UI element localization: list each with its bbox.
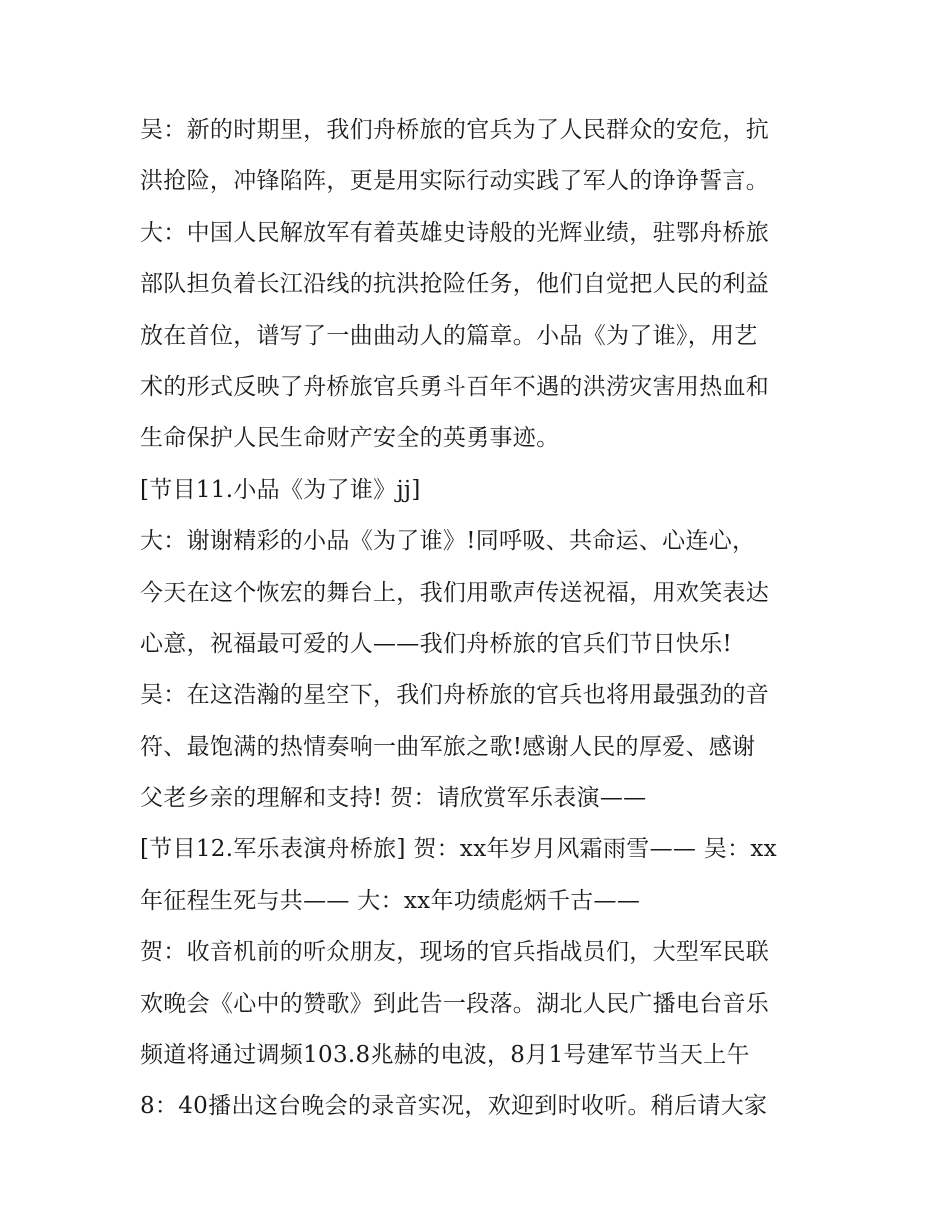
program-note: [节目12.军乐表演舟桥旅] 贺：xx年岁月风霜雨雪—— 吴：xx (140, 836, 777, 863)
text-line: 符、最饱满的热情奏响一曲军旅之歌!感谢人民的厚爱、感谢 (140, 733, 756, 760)
text-line: 父老乡亲的理解和支持! 贺：请欣赏军乐表演—— (140, 785, 647, 812)
text-line: 年征程生死与共—— 大：xx年功绩彪炳千古—— (140, 887, 641, 914)
text-line: 大：中国人民解放军有着英雄史诗般的光辉业绩，驻鄂舟桥旅 (140, 219, 770, 246)
text-line: 术的形式反映了舟桥旅官兵勇斗百年不遇的洪涝灾害用热血和 (140, 373, 770, 400)
text-line: 大：谢谢精彩的小品《为了谁》!同呼吸、共命运、心连心， (140, 528, 756, 555)
text-line: 部队担负着长江沿线的抗洪抢险任务，他们自觉把人民的利益 (140, 271, 770, 298)
text-line: 频道将通过调频103.8兆赫的电波，8月1号建军节当天上午 (140, 1042, 750, 1069)
text-line: 8：40播出这台晚会的录音实况，欢迎到时收听。稍后请大家 (140, 1093, 768, 1120)
text-line: 今天在这个恢宏的舞台上，我们用歌声传送祝福，用欢笑表达 (140, 579, 770, 606)
body-text (140, 108, 830, 1136)
text-line: 吴：新的时期里，我们舟桥旅的官兵为了人民群众的安危，抗 (140, 117, 770, 143)
text-line: 欢晚会《心中的赞歌》到此告一段落。湖北人民广播电台音乐 (140, 990, 770, 1017)
text-line: 心意，祝福最可爱的人——我们舟桥旅的官兵们节日快乐! (140, 630, 733, 657)
program-note: [节目11.小品《为了谁》jj] (140, 476, 421, 503)
text-line: 吴：在这浩瀚的星空下，我们舟桥旅的官兵也将用最强劲的音 (140, 682, 770, 709)
text-line: 生命保护人民生命财产安全的英勇事迹。 (140, 425, 560, 452)
text-line: 洪抢险，冲锋陷阵，更是用实际行动实践了军人的诤诤誓言。 (140, 168, 770, 195)
text-line: 放在首位，谱写了一曲曲动人的篇章。小品《为了谁》，用艺 (140, 322, 758, 349)
text-line: 贺：收音机前的听众朋友，现场的官兵指战员们，大型军民联 (140, 939, 770, 966)
